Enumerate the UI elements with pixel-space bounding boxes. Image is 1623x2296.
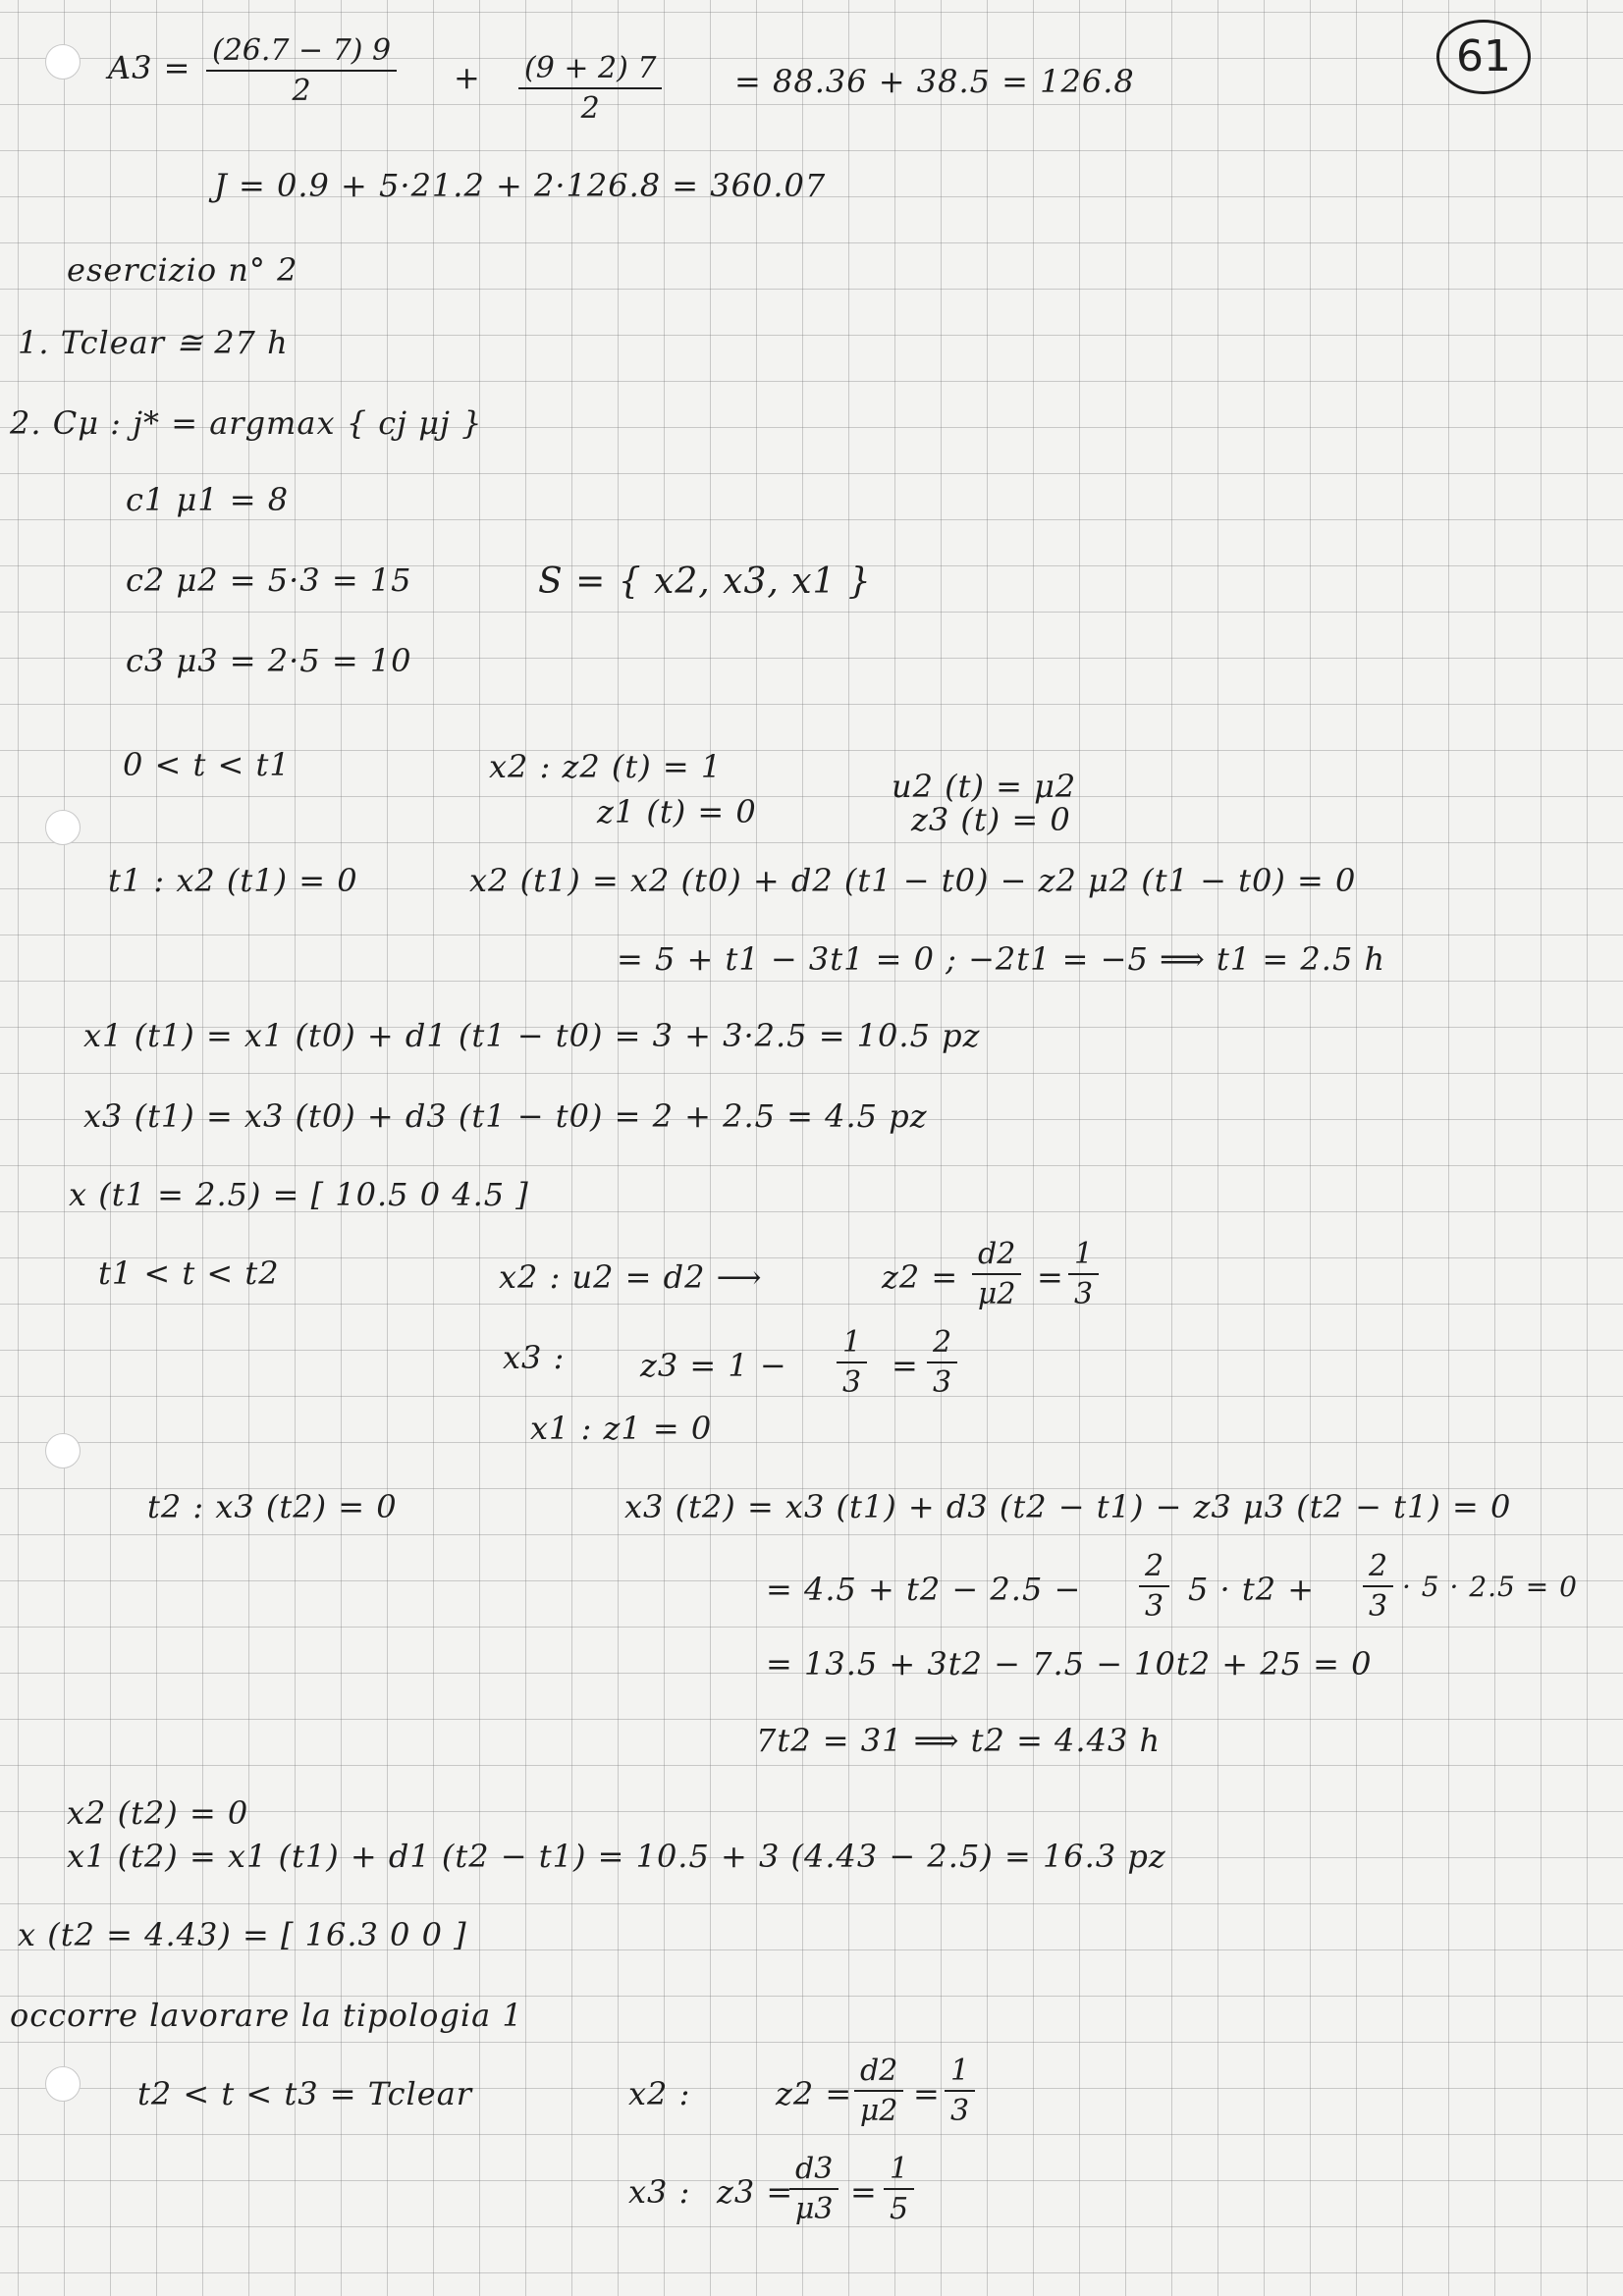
fraction-numerator: (26.7 − 7) 9 [206,33,397,72]
t2-fraction-b [1363,1549,1393,1624]
fraction-numerator: d2 [972,1237,1021,1275]
tclear-line: 1. Tclear ≅ 27 h [18,324,289,361]
binder-hole [45,1433,81,1468]
t2-fraction-a [1139,1549,1169,1624]
x1-t2-line: x1 (t2) = x1 (t1) + d1 (t2 − t1) = 10.5 + 3 (4.43 − 2.5) = 16.3 pz [67,1838,1166,1875]
priority-set-line: S = { x2, x3, x1 } [538,561,872,602]
z3-final-value [884,2152,914,2226]
x3-t2-equation: x3 (t2) = x3 (t1) + d3 (t2 − t1) − z3 μ3 (t2 − t1) = 0 [624,1488,1512,1525]
cmu-rule-line: 2. Cμ : j* = argmax { cj μj } [10,404,483,442]
u2-line: u2 (t) = μ2 [892,768,1077,805]
fraction-numerator: 2 [927,1325,957,1363]
interval-t1-t2: t1 < t < t2 [98,1255,280,1292]
t1-condition: t1 : x2 (t1) = 0 [108,862,358,899]
fraction-numerator: 2 [1363,1549,1393,1587]
z2-final-label: z2 = [776,2075,853,2112]
fraction-denominator: μ3 [794,2192,834,2226]
t2-expansion-b: 5 · t2 + [1188,1571,1316,1608]
fraction-numerator: 2 [1139,1549,1169,1587]
fraction-denominator: 3 [950,2094,970,2128]
x2-t2-line: x2 (t2) = 0 [67,1794,249,1832]
x1-z1-line: x1 : z1 = 0 [530,1410,713,1447]
z2-final-fraction [854,2054,903,2128]
z2-final-value [945,2054,975,2128]
fraction-numerator: (9 + 2) 7 [518,51,662,89]
z3-fraction-b [927,1325,957,1400]
fraction-numerator: 1 [945,2054,975,2092]
fraction-numerator: 1 [1068,1237,1099,1275]
c1mu1-line: c1 μ1 = 8 [126,481,290,518]
fraction-numerator: d3 [789,2152,839,2190]
z2-fraction [972,1237,1021,1311]
x2-label-final: x2 : [628,2075,691,2112]
t1-solution: = 5 + t1 − 3t1 = 0 ; −2t1 = −5 ⟹ t1 = 2.5 h [617,940,1386,978]
t2-solution: 7t2 = 31 ⟹ t2 = 4.43 h [756,1722,1162,1759]
z2-line: x2 : z2 (t) = 1 [489,748,723,785]
x2-t1-equation: x2 (t1) = x2 (t0) + d2 (t1 − t0) − z2 μ2 (t1 − t0) = 0 [469,862,1357,899]
x3-label: x3 : [503,1339,566,1376]
z2-equals: = [1037,1258,1064,1296]
x3-t1-line: x3 (t1) = x3 (t0) + d3 (t1 − t0) = 2 + 2.5 = 4.5 pz [83,1097,928,1135]
a3-result: = 88.36 + 38.5 = 126.8 [734,63,1135,100]
page-number: 61 [1436,20,1531,94]
fraction-numerator: d2 [854,2054,903,2092]
a3-plus: + [454,59,481,96]
z3-final-equals: = [850,2173,878,2211]
interval-t2-t3: t2 < t < t3 = Tclear [137,2075,473,2112]
t2-expansion-a: = 4.5 + t2 − 2.5 − [766,1571,1082,1608]
z1-line: z1 (t) = 0 [597,793,757,830]
z3-frac-label: z3 = 1 − [640,1347,787,1384]
z3-equals: = [892,1347,919,1384]
c3mu3-line: c3 μ3 = 2·5 = 10 [126,642,412,679]
a3-fraction-2 [518,51,662,126]
binder-hole [45,44,81,80]
binder-hole [45,810,81,845]
fraction-denominator: 3 [1074,1277,1094,1311]
z2-value-fraction [1068,1237,1099,1311]
fraction-numerator: 1 [837,1325,867,1363]
fraction-denominator: 3 [1369,1589,1388,1624]
fraction-denominator: μ2 [859,2094,898,2128]
fraction-denominator: μ2 [977,1277,1016,1311]
fraction-denominator: 5 [890,2192,909,2226]
state-t1-vector: x (t1 = 2.5) = [ 10.5 0 4.5 ] [69,1176,529,1213]
j-total-line: J = 0.9 + 5·21.2 + 2·126.8 = 360.07 [214,167,827,204]
fraction-numerator: 1 [884,2152,914,2190]
z3-final-fraction [789,2152,839,2226]
fraction-denominator: 2 [292,74,311,108]
fraction-denominator: 3 [933,1365,952,1400]
z3-line: z3 (t) = 0 [911,801,1071,838]
z2-final-equals: = [913,2075,941,2112]
fraction-denominator: 3 [1145,1589,1164,1624]
z2-frac-label: z2 = [882,1258,959,1296]
state-t2-vector: x (t2 = 4.43) = [ 16.3 0 0 ] [18,1916,467,1953]
a3-label: A3 = [108,49,191,86]
z3-final-label: z3 = [717,2173,794,2211]
binder-hole [45,2066,81,2102]
fraction-denominator: 2 [580,91,600,126]
conclusion-line: occorre lavorare la tipologia 1 [10,1997,523,2034]
t2-expansion-c: · 5 · 2.5 = 0 [1402,1571,1578,1603]
interval-0-t1: 0 < t < t1 [123,746,291,783]
x3-label-final: x3 : [628,2173,691,2211]
t2-simplified: = 13.5 + 3t2 − 7.5 − 10t2 + 25 = 0 [766,1645,1373,1682]
z3-fraction-a [837,1325,867,1400]
fraction-denominator: 3 [842,1365,862,1400]
c2mu2-line: c2 μ2 = 5·3 = 15 [126,561,412,599]
x1-t1-line: x1 (t1) = x1 (t0) + d1 (t1 − t0) = 3 + 3·2.5 = 10.5 pz [83,1017,981,1054]
exercise-heading: esercizio n° 2 [67,251,298,289]
t2-condition: t2 : x3 (t2) = 0 [147,1488,398,1525]
x2-u2-line: x2 : u2 = d2 ⟶ [499,1258,763,1296]
a3-fraction-1 [206,33,397,108]
